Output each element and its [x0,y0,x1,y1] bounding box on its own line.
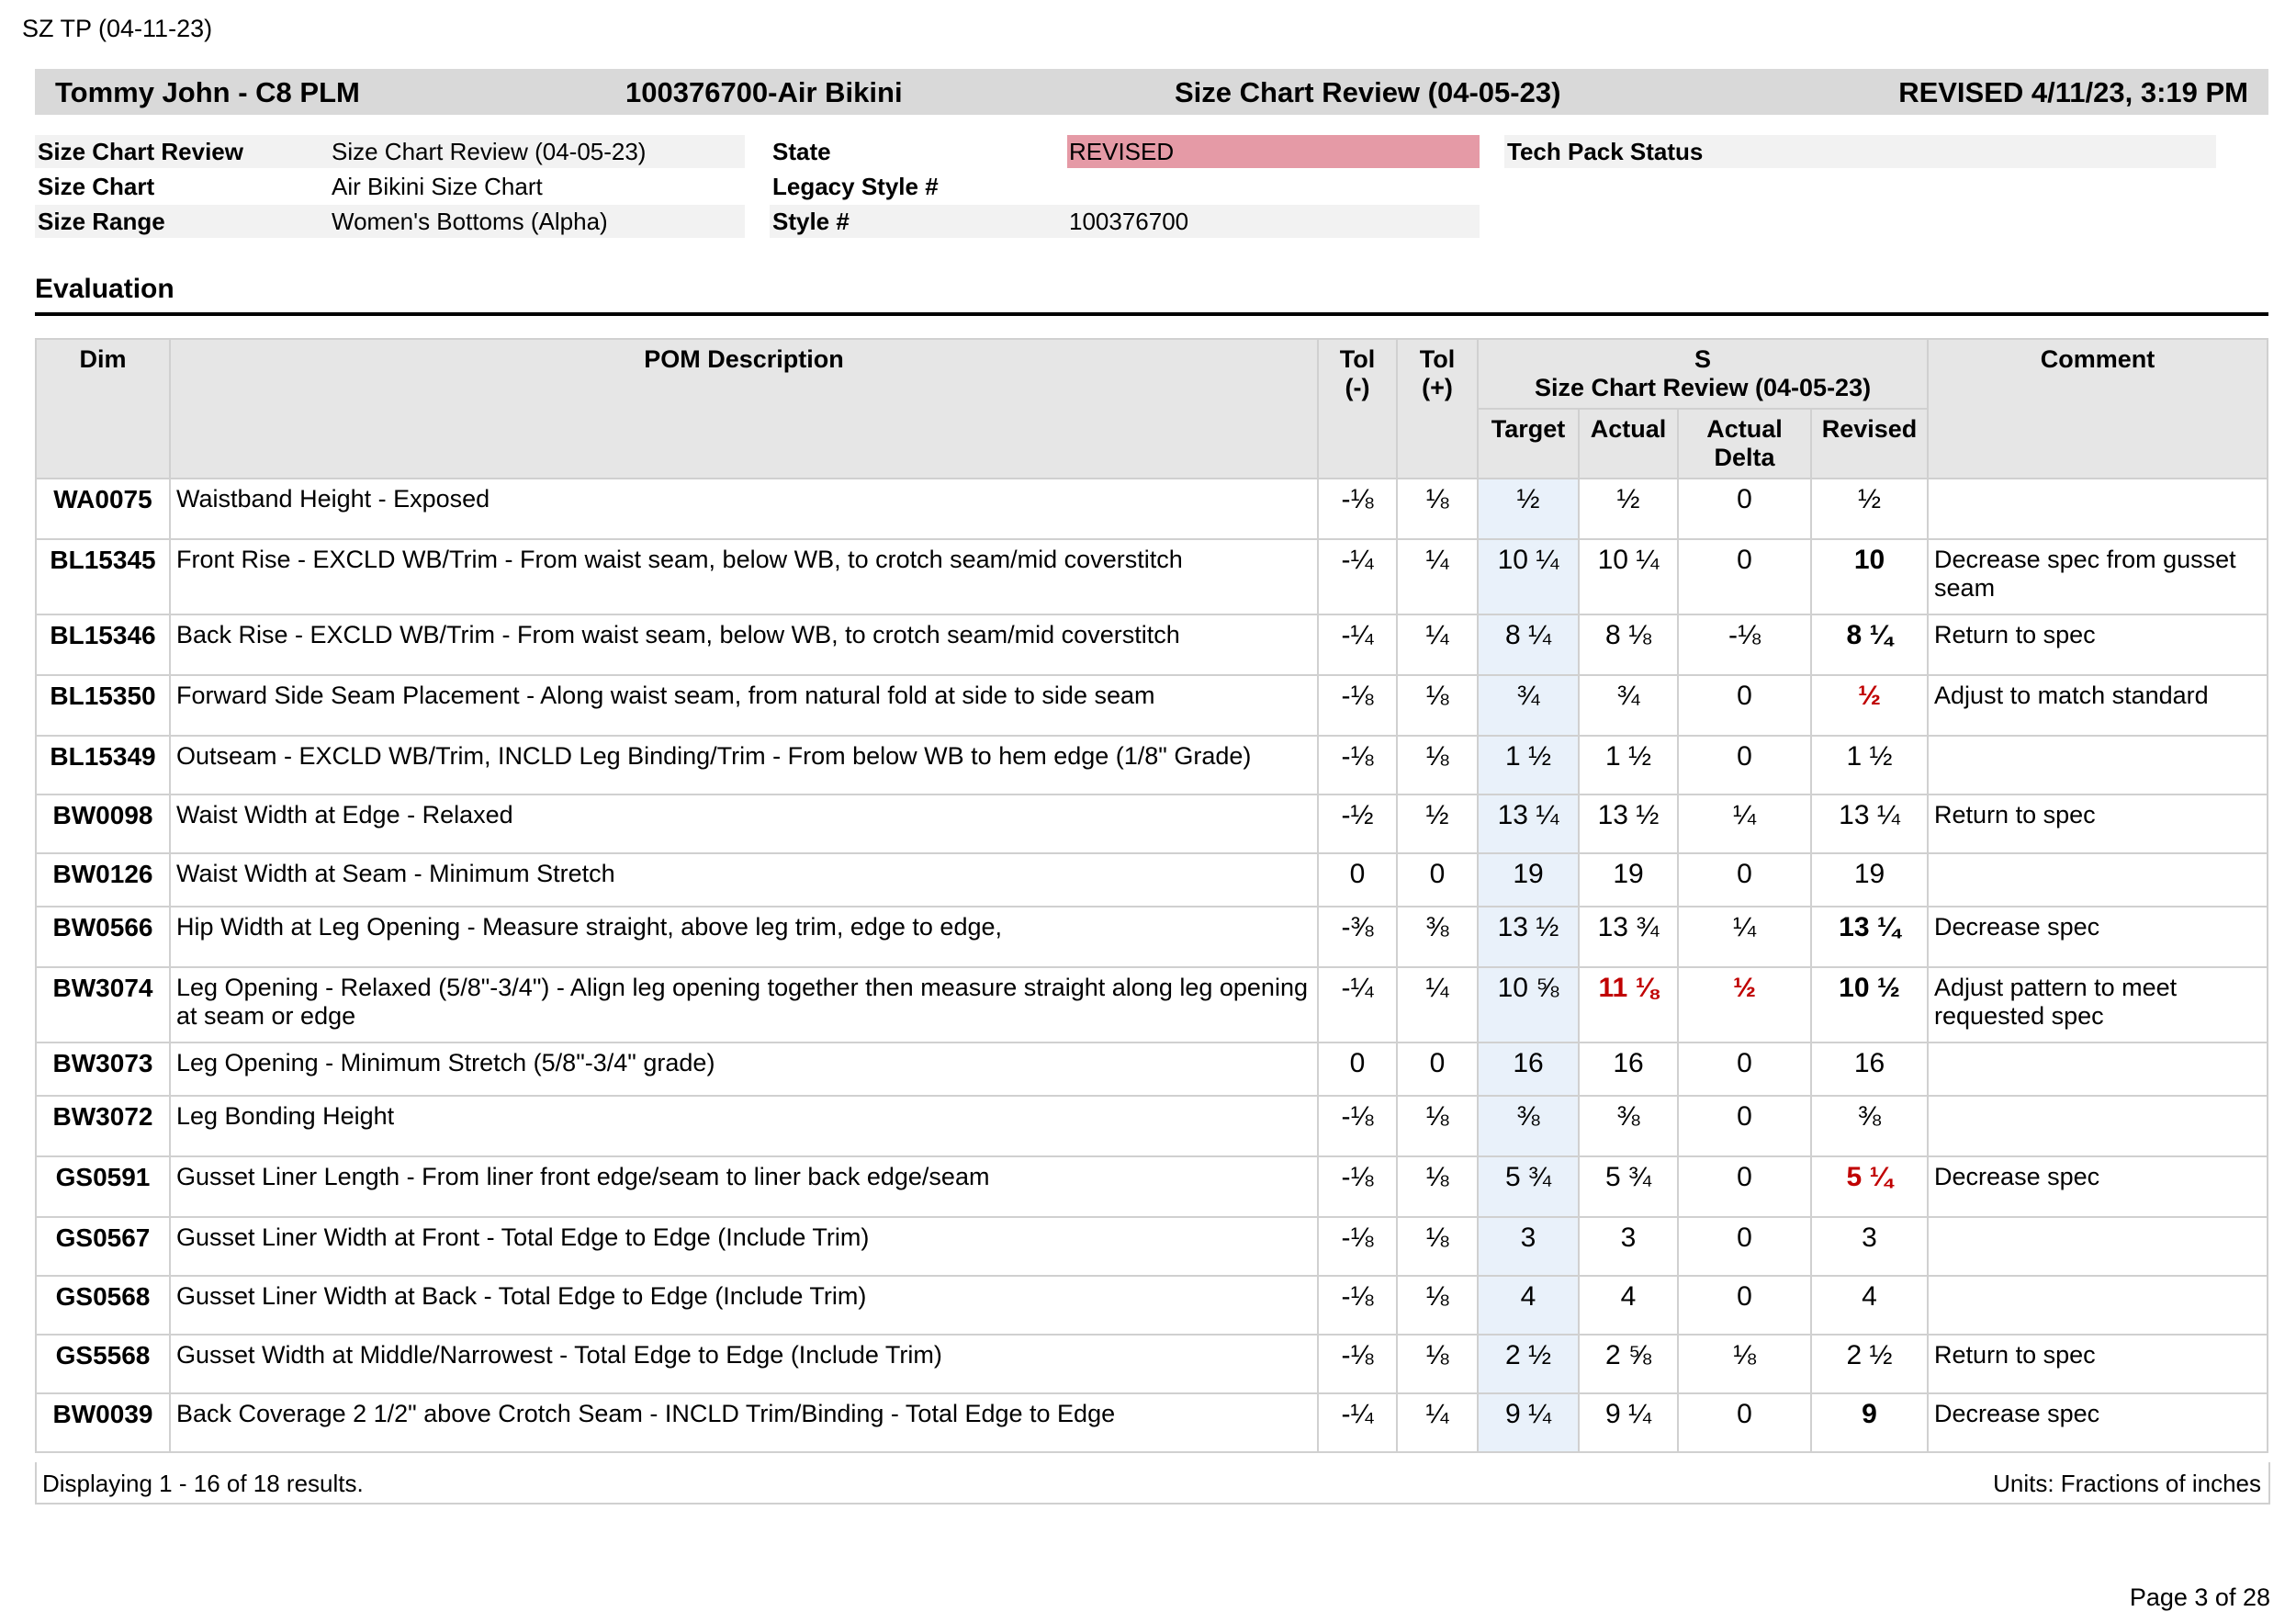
column-group-size [1478,339,1928,409]
comment-cell: Decrease spec [1928,1156,2268,1217]
dim-cell: GS0591 [36,1156,170,1217]
page-number: Page 3 of 28 [2129,1584,2270,1611]
info-row [770,205,1480,238]
revised-cell: 5 ¼ [1811,1156,1928,1217]
tol-minus-cell: -⅛ [1318,1335,1397,1393]
tol-plus-cell: ½ [1397,795,1478,853]
pom-description-cell: Back Rise - EXCLD WB/Trim - From waist seam, below WB, to crotch seam/mid coverstitch [170,614,1318,675]
comment-cell [1928,1276,2268,1335]
revised-cell: 16 [1811,1043,1928,1096]
table-row [36,479,2268,539]
table-row [36,967,2268,1043]
dim-cell: BW0098 [36,795,170,853]
target-cell: 4 [1478,1276,1579,1335]
tol-plus-cell: ⅛ [1397,1096,1478,1156]
table-row [36,1043,2268,1096]
revised-cell: ⅜ [1811,1096,1928,1156]
actual-delta-cell: 0 [1678,1096,1811,1156]
actual-cell: ¾ [1579,675,1678,736]
column-header-revised: Revised [1811,409,1928,479]
tol-plus-cell: ⅜ [1397,907,1478,967]
comment-cell: Return to spec [1928,1335,2268,1393]
table-row [36,539,2268,614]
table-row [36,614,2268,675]
info-label: Legacy Style # [772,173,939,200]
dim-cell: BW3073 [36,1043,170,1096]
actual-delta-cell: ½ [1678,967,1811,1043]
actual-delta-cell: ¼ [1678,795,1811,853]
comment-cell [1928,1043,2268,1096]
info-row [1504,135,2216,168]
info-value: Women's Bottoms (Alpha) [332,208,608,235]
dim-cell: BW3072 [36,1096,170,1156]
table-row [36,1335,2268,1393]
target-cell: 10 ¼ [1478,539,1579,614]
actual-cell: 9 ¼ [1579,1393,1678,1452]
actual-delta-cell: 0 [1678,1217,1811,1276]
actual-cell: 2 ⅝ [1579,1335,1678,1393]
dim-cell: GS5568 [36,1335,170,1393]
actual-cell: ⅜ [1579,1096,1678,1156]
size-label: S [1694,345,1712,373]
tol-plus-cell: ⅛ [1397,675,1478,736]
header-review: Size Chart Review (04-05-23) [1175,76,1561,108]
target-cell: ⅜ [1478,1096,1579,1156]
tol-minus-cell: -⅛ [1318,675,1397,736]
info-label: Size Chart [38,173,155,200]
table-row [36,1217,2268,1276]
target-cell: 3 [1478,1217,1579,1276]
info-label: Style # [772,208,850,235]
info-row [770,170,1480,203]
section-divider [35,312,2268,316]
dim-cell: BW0126 [36,853,170,907]
table-row [36,1276,2268,1335]
actual-delta-cell: 0 [1678,675,1811,736]
dim-cell: BL15346 [36,614,170,675]
actual-delta-cell: 0 [1678,539,1811,614]
actual-delta-cell: 0 [1678,736,1811,795]
revised-cell: 10 [1811,539,1928,614]
pom-description-cell: Forward Side Seam Placement - Along waist seam, from natural fold at side to side seam [170,675,1318,736]
tol-minus-cell: 0 [1318,853,1397,907]
pom-description-cell: Gusset Width at Middle/Narrowest - Total Edge to Edge (Include Trim) [170,1335,1318,1393]
pom-description-cell: Gusset Liner Width at Back - Total Edge to Edge (Include Trim) [170,1276,1318,1335]
pom-description-cell: Front Rise - EXCLD WB/Trim - From waist seam, below WB, to crotch seam/mid coverstitch [170,539,1318,614]
actual-delta-cell: -⅛ [1678,614,1811,675]
actual-cell: 13 ¾ [1579,907,1678,967]
revised-cell: 8 ¼ [1811,614,1928,675]
target-cell: ¾ [1478,675,1579,736]
tol-minus-cell: -¼ [1318,967,1397,1043]
table-body [36,479,2268,1452]
actual-delta-cell: 0 [1678,1276,1811,1335]
info-row [35,170,745,203]
target-cell: 10 ⅝ [1478,967,1579,1043]
column-header-tol-minus: Tol (-) [1318,339,1397,479]
info-label: Size Chart Review [38,138,243,165]
tol-minus-cell: -⅜ [1318,907,1397,967]
info-row [35,205,745,238]
actual-cell: 11 ⅛ [1579,967,1678,1043]
actual-delta-cell: 0 [1678,1393,1811,1452]
comment-cell: Decrease spec [1928,907,2268,967]
tol-minus-cell: -⅛ [1318,479,1397,539]
dim-cell: GS0568 [36,1276,170,1335]
tol-minus-cell: -¼ [1318,614,1397,675]
actual-delta-cell: 0 [1678,1156,1811,1217]
info-label: State [772,138,831,165]
header-revised: REVISED 4/11/23, 3:19 PM [1898,76,2248,108]
table-footer [35,1462,2270,1505]
info-value: Size Chart Review (04-05-23) [332,138,647,165]
section-title: Evaluation [35,274,174,304]
pom-description-cell: Gusset Liner Width at Front - Total Edge to Edge (Include Trim) [170,1217,1318,1276]
target-cell: 13 ¼ [1478,795,1579,853]
table-row [36,853,2268,907]
comment-cell: Adjust to match standard [1928,675,2268,736]
units-note: Units: Fractions of inches [1993,1470,2261,1497]
tol-minus-cell: -⅛ [1318,1276,1397,1335]
tol-plus-cell: ¼ [1397,614,1478,675]
actual-cell: 8 ⅛ [1579,614,1678,675]
table-row [36,907,2268,967]
dim-cell: BL15350 [36,675,170,736]
actual-cell: 16 [1579,1043,1678,1096]
revised-cell: 2 ½ [1811,1335,1928,1393]
actual-cell: 1 ½ [1579,736,1678,795]
column-header-target: Target [1478,409,1579,479]
actual-cell: 19 [1579,853,1678,907]
tol-plus-cell: ⅛ [1397,736,1478,795]
tol-minus-cell: -⅛ [1318,1096,1397,1156]
target-cell: 16 [1478,1043,1579,1096]
dim-cell: GS0567 [36,1217,170,1276]
tol-minus-cell: -¼ [1318,1393,1397,1452]
revised-cell: 10 ½ [1811,967,1928,1043]
tol-plus-cell: ⅛ [1397,1217,1478,1276]
pom-description-cell: Waistband Height - Exposed [170,479,1318,539]
tol-plus-cell: 0 [1397,853,1478,907]
dim-cell: BL15349 [36,736,170,795]
pom-description-cell: Back Coverage 2 1/2" above Crotch Seam - INCLD Trim/Binding - Total Edge to Edge [170,1393,1318,1452]
tol-plus-cell: ⅛ [1397,1335,1478,1393]
revised-cell: 13 ¼ [1811,795,1928,853]
comment-cell: Return to spec [1928,795,2268,853]
tol-plus-cell: 0 [1397,1043,1478,1096]
table-row [36,1393,2268,1452]
table-row [36,1156,2268,1217]
actual-cell: 10 ¼ [1579,539,1678,614]
column-header-pom: POM Description [170,339,1318,479]
dim-cell: WA0075 [36,479,170,539]
actual-delta-cell: ¼ [1678,907,1811,967]
pom-description-cell: Gusset Liner Length - From liner front edge/seam to liner back edge/seam [170,1156,1318,1217]
revised-cell: 4 [1811,1276,1928,1335]
size-sub-label: Size Chart Review (04-05-23) [1534,374,1872,401]
actual-delta-cell: ⅛ [1678,1335,1811,1393]
dim-cell: BW3074 [36,967,170,1043]
tol-minus-cell: -⅛ [1318,1217,1397,1276]
comment-cell: Decrease spec from gusset seam [1928,539,2268,614]
actual-delta-cell: 0 [1678,479,1811,539]
revised-cell: ½ [1811,479,1928,539]
comment-cell [1928,479,2268,539]
comment-cell: Adjust pattern to meet requested spec [1928,967,2268,1043]
actual-cell: 13 ½ [1579,795,1678,853]
actual-cell: 5 ¾ [1579,1156,1678,1217]
target-cell: 5 ¾ [1478,1156,1579,1217]
pom-description-cell: Waist Width at Seam - Minimum Stretch [170,853,1318,907]
target-cell: ½ [1478,479,1579,539]
revised-cell: 9 [1811,1393,1928,1452]
tol-minus-cell: 0 [1318,1043,1397,1096]
info-label: Tech Pack Status [1507,138,1704,165]
document-title: SZ TP (04-11-23) [22,15,213,42]
tol-plus-cell: ¼ [1397,539,1478,614]
pom-description-cell: Hip Width at Leg Opening - Measure straight, above leg trim, edge to edge, [170,907,1318,967]
column-header-comment: Comment [1928,339,2268,479]
state-value: REVISED [1069,138,1175,165]
target-cell: 19 [1478,853,1579,907]
column-header-dim: Dim [36,339,170,479]
pom-description-cell: Leg Opening - Minimum Stretch (5/8"-3/4" grade) [170,1043,1318,1096]
revised-cell: 3 [1811,1217,1928,1276]
dim-cell: BL15345 [36,539,170,614]
column-header-actual: Actual [1579,409,1678,479]
table-row [36,736,2268,795]
evaluation-table [35,338,2268,1453]
dim-cell: BW0566 [36,907,170,967]
header-brand: Tommy John - C8 PLM [55,76,360,108]
info-value: Air Bikini Size Chart [332,173,543,200]
target-cell: 2 ½ [1478,1335,1579,1393]
target-cell: 13 ½ [1478,907,1579,967]
tol-plus-cell: ⅛ [1397,1276,1478,1335]
pom-description-cell: Outseam - EXCLD WB/Trim, INCLD Leg Binding/Trim - From below WB to hem edge (1/8" Grade) [170,736,1318,795]
header-style: 100376700-Air Bikini [625,76,903,108]
tol-plus-cell: ⅛ [1397,479,1478,539]
target-cell: 1 ½ [1478,736,1579,795]
column-header-actual-delta: Actual Delta [1678,409,1811,479]
target-cell: 8 ¼ [1478,614,1579,675]
info-label: Size Range [38,208,165,235]
header-bar [35,69,2268,115]
comment-cell [1928,1096,2268,1156]
tol-minus-cell: -⅛ [1318,736,1397,795]
info-value: 100376700 [1069,208,1189,235]
tol-minus-cell: -½ [1318,795,1397,853]
pom-description-cell: Waist Width at Edge - Relaxed [170,795,1318,853]
target-cell: 9 ¼ [1478,1393,1579,1452]
table-row [36,1096,2268,1156]
column-header-tol-plus: Tol (+) [1397,339,1478,479]
revised-cell: 1 ½ [1811,736,1928,795]
tol-plus-cell: ⅛ [1397,1156,1478,1217]
info-row [770,135,1480,168]
comment-cell: Return to spec [1928,614,2268,675]
actual-delta-cell: 0 [1678,1043,1811,1096]
comment-cell [1928,853,2268,907]
tol-plus-cell: ¼ [1397,967,1478,1043]
comment-cell [1928,736,2268,795]
revised-cell: ½ [1811,675,1928,736]
actual-cell: 4 [1579,1276,1678,1335]
revised-cell: 19 [1811,853,1928,907]
results-count: Displaying 1 - 16 of 18 results. [42,1470,364,1497]
tol-minus-cell: -⅛ [1318,1156,1397,1217]
actual-delta-cell: 0 [1678,853,1811,907]
comment-cell: Decrease spec [1928,1393,2268,1452]
info-row [35,135,745,168]
comment-cell [1928,1217,2268,1276]
actual-cell: ½ [1579,479,1678,539]
table-row [36,675,2268,736]
actual-cell: 3 [1579,1217,1678,1276]
tol-plus-cell: ¼ [1397,1393,1478,1452]
table-row [36,795,2268,853]
pom-description-cell: Leg Opening - Relaxed (5/8"-3/4") - Align leg opening together then measure straight along leg opening at seam or edge [170,967,1318,1043]
pom-description-cell: Leg Bonding Height [170,1096,1318,1156]
table-header-row [36,339,2268,409]
revised-cell: 13 ¼ [1811,907,1928,967]
dim-cell: BW0039 [36,1393,170,1452]
tol-minus-cell: -¼ [1318,539,1397,614]
